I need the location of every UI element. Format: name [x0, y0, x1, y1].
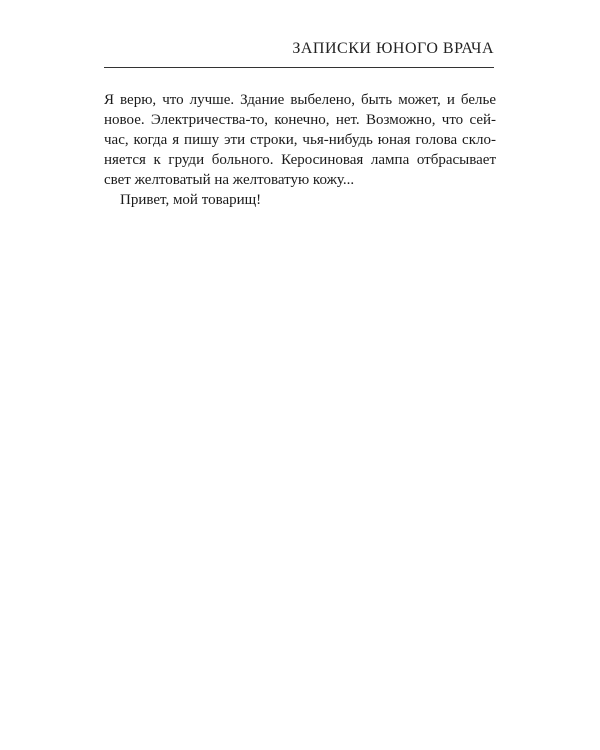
text-line: новое. Электричества-то, конечно, нет. Возможно, что сей-	[104, 112, 496, 128]
paragraph-line: Привет, мой товарищ!	[120, 192, 262, 208]
text-line: няется к груди больного. Керосиновая лампа отбрасывает	[104, 152, 496, 168]
body-text	[104, 90, 496, 210]
running-header-title: ЗАПИСКИ ЮНОГО ВРАЧА	[292, 40, 494, 57]
text-line: Я верю, что лучше. Здание выбелено, быть может, и белье	[104, 92, 496, 108]
header-rule	[104, 67, 494, 68]
text-line: свет желтоватый на желтоватую кожу...	[104, 172, 355, 188]
text-line: час, когда я пишу эти строки, чья-нибудь юная голова скло-	[104, 132, 496, 148]
